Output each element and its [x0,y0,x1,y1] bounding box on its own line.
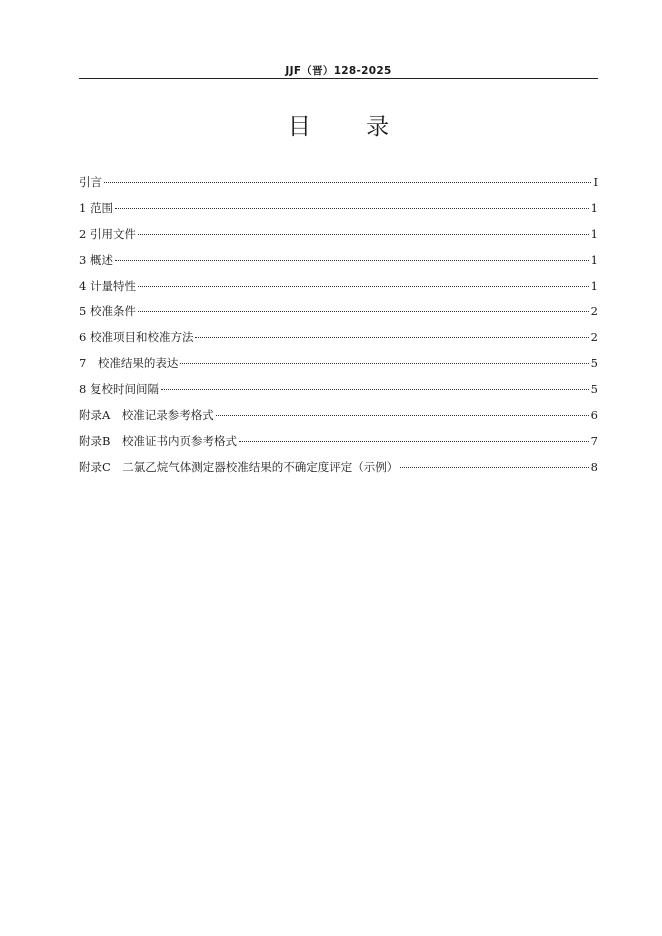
toc-entry-label: 附录A 校准记录参考格式 [79,408,214,423]
toc-entry-label: 4 计量特性 [79,278,136,293]
document-header [79,64,598,79]
toc-entry-page: 8 [590,459,598,474]
toc-dot-leader [161,389,589,390]
toc-entry-page: I [593,175,598,189]
toc-entry[interactable] [79,327,598,353]
toc-entry[interactable] [79,250,598,276]
toc-dot-leader [180,363,588,364]
toc-dot-leader [104,182,591,183]
document-code: JJF（晋）128-2025 [285,65,392,77]
toc-entry-page: 1 [590,200,598,215]
toc-entry[interactable] [79,379,598,405]
toc-entry-label: 3 概述 [79,252,113,267]
toc-entry[interactable] [79,224,598,250]
toc-entry-label: 2 引用文件 [79,226,136,241]
table-of-contents [79,172,598,483]
toc-entry-label: 7 校准结果的表达 [79,356,179,371]
toc-dot-leader [195,337,588,338]
toc-entry-label: 6 校准项目和校准方法 [79,330,194,345]
toc-entry-page: 2 [590,330,598,345]
toc-entry[interactable] [79,198,598,224]
toc-entry-label: 引言 [79,175,102,189]
toc-entry-label: 1 范围 [79,200,113,215]
toc-entry-page: 6 [590,408,598,423]
toc-entry[interactable] [79,457,598,483]
toc-entry-label: 5 校准条件 [79,304,136,319]
toc-entry-page: 7 [590,433,598,448]
toc-dot-leader [115,260,589,261]
toc-entry-page: 1 [590,226,598,241]
page-title: 目 录 [287,114,414,140]
toc-entry-page: 2 [590,304,598,319]
toc-entry[interactable] [79,172,598,198]
toc-entry-page: 5 [590,382,598,397]
toc-dot-leader [138,311,589,312]
toc-entry[interactable] [79,353,598,379]
toc-entry-page: 1 [590,252,598,267]
toc-entry-page: 1 [590,278,598,293]
toc-dot-leader [138,234,589,235]
toc-entry-page: 5 [590,356,598,371]
toc-dot-leader [216,415,589,416]
toc-dot-leader [138,286,589,287]
toc-dot-leader [115,208,589,209]
toc-dot-leader [239,441,589,442]
toc-entry[interactable] [79,301,598,327]
toc-entry[interactable] [79,276,598,302]
toc-entry-label: 附录C 二氯乙烷气体测定器校准结果的不确定度评定（示例） [79,459,399,474]
toc-entry[interactable] [79,405,598,431]
toc-entry[interactable] [79,431,598,457]
toc-entry-label: 8 复校时间间隔 [79,382,159,397]
toc-dot-leader [400,467,588,468]
toc-entry-label: 附录B 校准证书内页参考格式 [79,433,237,448]
